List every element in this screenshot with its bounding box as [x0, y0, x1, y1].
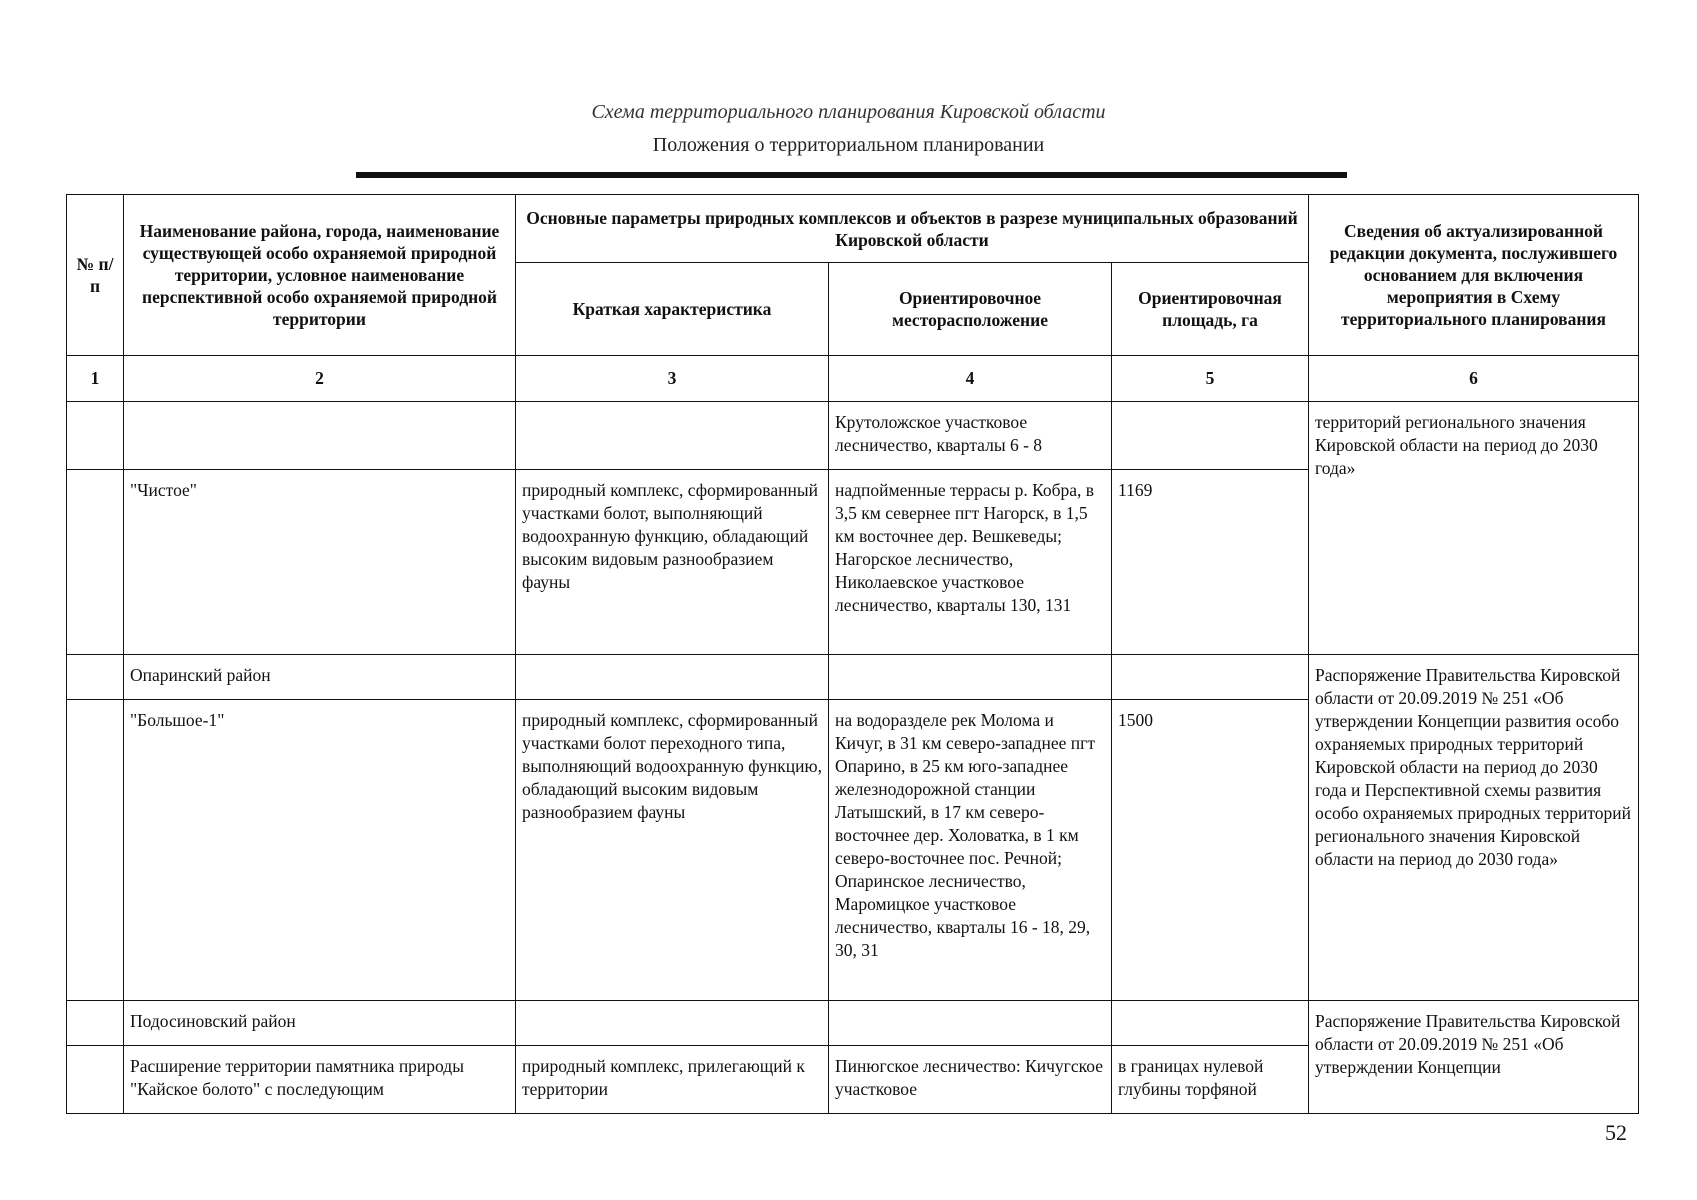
row-location: [829, 1001, 1112, 1046]
row-number: [67, 402, 124, 470]
row-location: Крутоложское участковое лесничество, кварталы 6 - 8: [829, 402, 1112, 470]
row-document: Распоряжение Правительства Кировской области от 20.09.2019 № 251 «Об утверждении Концепции: [1309, 1001, 1639, 1114]
page-number: 52: [1605, 1120, 1627, 1145]
row-area: 1169: [1112, 470, 1309, 655]
table-row: [67, 655, 1639, 700]
document-title: Схема территориального планирования Кировской области: [591, 101, 1106, 123]
col-number-2: 2: [124, 356, 516, 402]
row-characteristic: природный комплекс, сформированный участками болот переходного типа, выполняющий водоохранную функцию, обладающий высоким видовым разнообразием фауны: [516, 700, 829, 1001]
row-characteristic: [516, 655, 829, 700]
row-area: в границах нулевой глубины торфяной: [1112, 1046, 1309, 1114]
row-document: территорий регионального значения Кировской области на период до 2030 года»: [1309, 402, 1639, 655]
row-name: Подосиновский район: [124, 1001, 516, 1046]
row-document: Распоряжение Правительства Кировской области от 20.09.2019 № 251 «Об утверждении Концепции развития особо охраняемых природных территорий Кировской области на период до 2030 года и Перспективной схемы развития особо охраняемых природных территорий регионального значения Кировской области на период до 2030 года»: [1309, 655, 1639, 1001]
col-number-6: 6: [1309, 356, 1639, 402]
header-rule: [356, 172, 1347, 178]
row-area: 1500: [1112, 700, 1309, 1001]
col-number-4: 4: [829, 356, 1112, 402]
col-number-3: 3: [516, 356, 829, 402]
col-number-1: 1: [67, 356, 124, 402]
table-row: [67, 402, 1639, 470]
table-row: [67, 1001, 1639, 1046]
row-number: [67, 1046, 124, 1114]
row-characteristic: природный комплекс, прилегающий к территории: [516, 1046, 829, 1114]
row-location: на водоразделе рек Молома и Кичуг, в 31 км северо-западнее пгт Опарино, в 25 км юго-западнее железнодорожной станции Латышский, в 17 км северо-восточнее дер. Холоватка, в 1 км северо-восточнее пос. Речной; Опаринское лесничество, Маромицкое участковое лесничество, кварталы 16 - 18, 29, 30, 31: [829, 700, 1112, 1001]
row-characteristic: природный комплекс, сформированный участками болот, выполняющий водоохранную функцию, обладающий высоким видовым разнообразием фауны: [516, 470, 829, 655]
row-location: [829, 655, 1112, 700]
row-area: [1112, 402, 1309, 470]
row-number: [67, 1001, 124, 1046]
protected-areas-table: [66, 194, 1639, 1114]
col-header-name: Наименование района, города, наименование существующей особо охраняемой природной территории, условное наименование перспективной особо охраняемой природной территории: [124, 195, 516, 356]
col-header-number: № п/п: [67, 195, 124, 356]
col-header-area: Ориентировочная площадь, га: [1112, 263, 1309, 356]
col-header-group: Основные параметры природных комплексов и объектов в разрезе муниципальных образований Кировской области: [516, 195, 1309, 263]
col-header-document: Сведения об актуализированной редакции документа, послужившего основанием для включения мероприятия в Схему территориального планирования: [1309, 195, 1639, 356]
row-location: надпойменные террасы р. Кобра, в 3,5 км севернее пгт Нагорск, в 1,5 км восточнее дер. Вешкеведы; Нагорское лесничество, Николаевское участковое лесничество, кварталы 130, 131: [829, 470, 1112, 655]
row-name: Расширение территории памятника природы "Кайское болото" с последующим: [124, 1046, 516, 1114]
col-header-location: Ориентировочное месторасположение: [829, 263, 1112, 356]
row-location: Пинюгское лесничество: Кичугское участковое: [829, 1046, 1112, 1114]
row-characteristic: [516, 1001, 829, 1046]
document-subtitle: Положения о территориальном планировании: [652, 134, 1045, 156]
row-number: [67, 470, 124, 655]
col-header-characteristic: Краткая характеристика: [516, 263, 829, 356]
row-number: [67, 655, 124, 700]
row-area: [1112, 655, 1309, 700]
row-number: [67, 700, 124, 1001]
col-number-5: 5: [1112, 356, 1309, 402]
row-name: "Чистое": [124, 470, 516, 655]
row-characteristic: [516, 402, 829, 470]
row-area: [1112, 1001, 1309, 1046]
row-name: [124, 402, 516, 470]
row-name: Опаринский район: [124, 655, 516, 700]
row-name: "Большое-1": [124, 700, 516, 1001]
